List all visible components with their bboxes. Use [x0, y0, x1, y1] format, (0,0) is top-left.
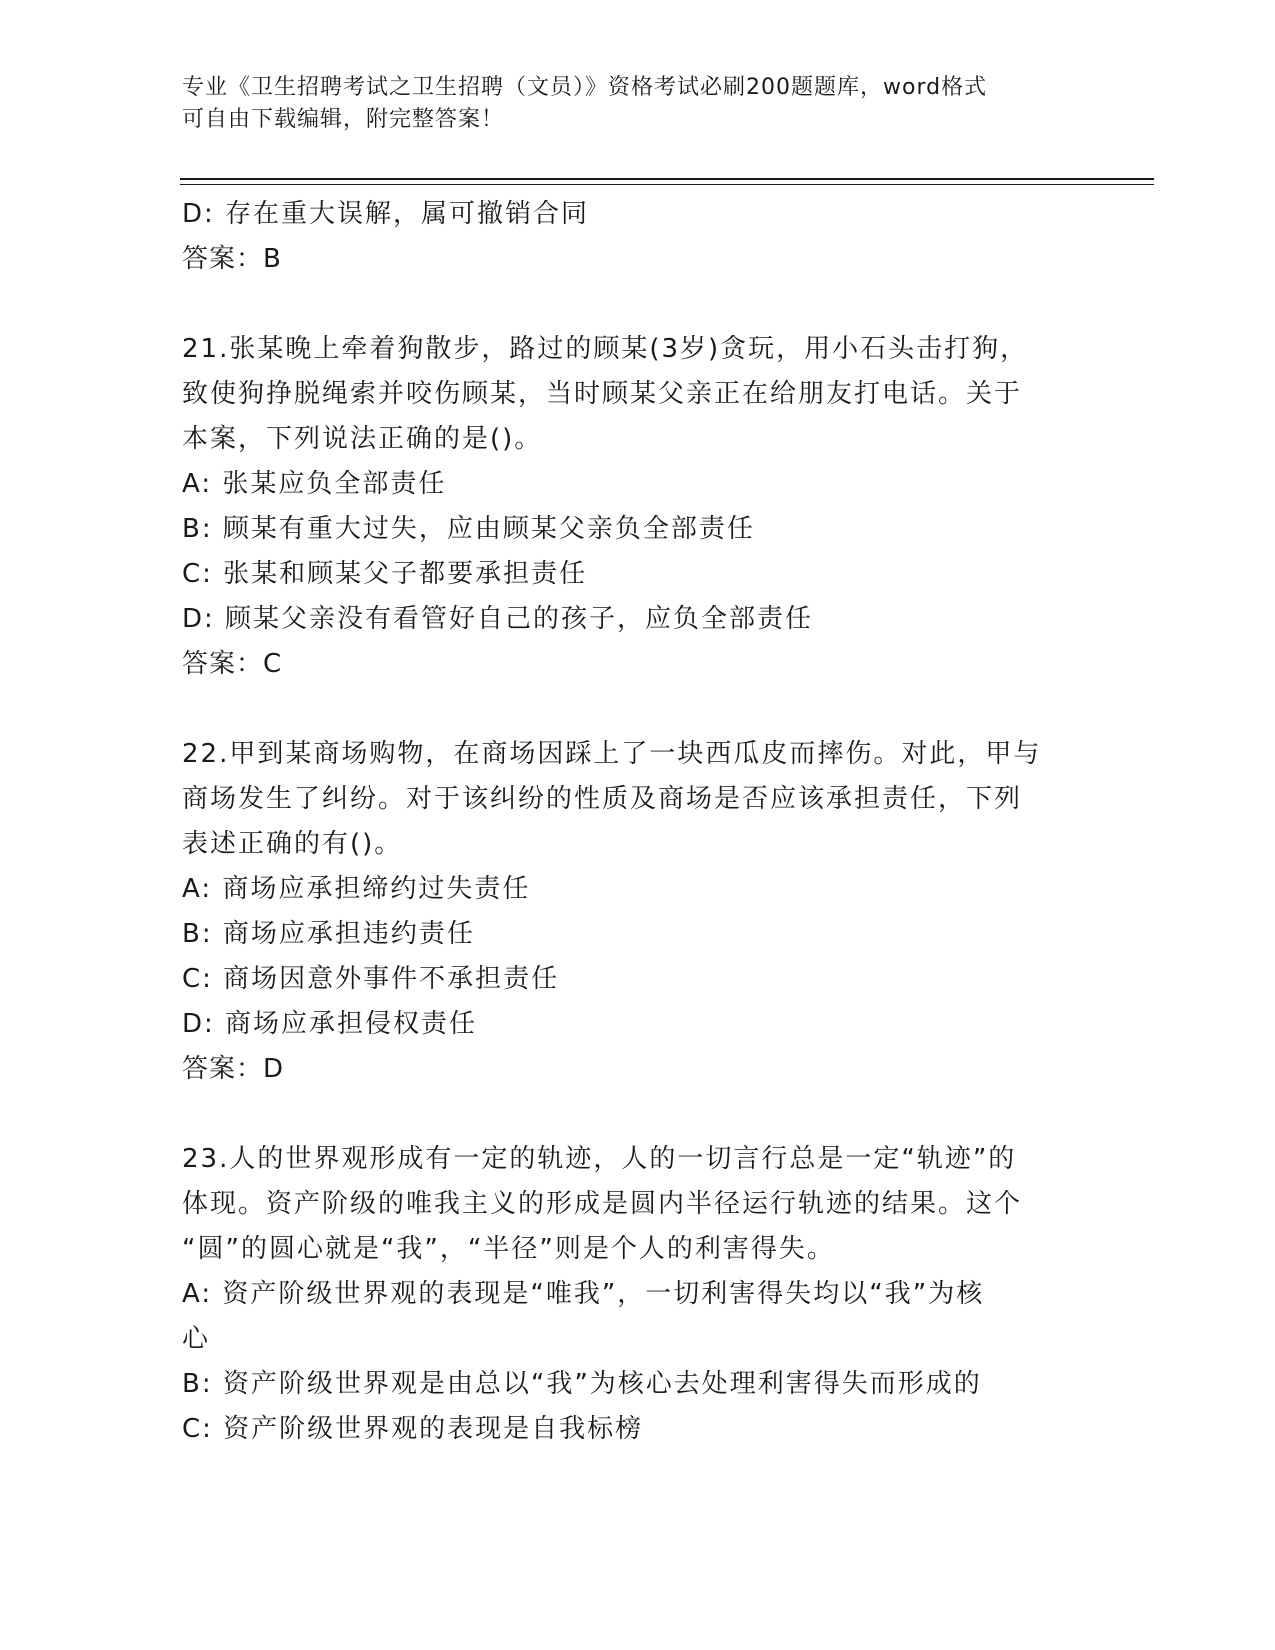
option-a: A: 资产阶级世界观的表现是“唯我”，一切利害得失均以“我”为核: [182, 1279, 985, 1309]
page-header: [182, 72, 1062, 136]
option-a: A: 张某应负全部责任: [182, 469, 447, 499]
question-stem-line: 表述正确的有()。: [182, 829, 403, 859]
spacer: [182, 687, 1082, 732]
question-23: [182, 1137, 1082, 1452]
document-body: [182, 192, 1082, 1452]
header-title-line-2: 可自由下载编辑，附完整答案！: [182, 107, 505, 132]
spacer: [182, 1092, 1082, 1137]
question-stem-line: 22.甲到某商场购物，在商场因踩上了一块西瓜皮而摔伤。对此，甲与: [182, 739, 1042, 769]
question-stem-line: 23.人的世界观形成有一定的轨迹，人的一切言行总是一定“轨迹”的: [182, 1144, 1017, 1174]
header-divider-thick: [180, 178, 1154, 180]
question-stem-line: “圆”的圆心就是“我”，“半径”则是个人的利害得失。: [182, 1234, 835, 1264]
option-b: B: 顾某有重大过失，应由顾某父亲负全部责任: [182, 514, 755, 544]
option-d: D: 顾某父亲没有看管好自己的孩子，应负全部责任: [182, 604, 814, 634]
question-stem-line: 体现。资产阶级的唯我主义的形成是圆内半径运行轨迹的结果。这个: [182, 1189, 1023, 1219]
spacer: [182, 282, 1082, 327]
question-stem-line: 致使狗挣脱绳索并咬伤顾某，当时顾某父亲正在给朋友打电话。关于: [182, 379, 1023, 409]
option-a-continuation: 心: [182, 1324, 211, 1354]
question-22: [182, 732, 1082, 1092]
option-d: D: 存在重大误解，属可撤销合同: [182, 199, 590, 229]
answer-line: 答案：C: [182, 649, 283, 679]
option-c: C: 资产阶级世界观的表现是自我标榜: [182, 1414, 644, 1444]
header-title-line-1: 专业《卫生招聘考试之卫生招聘（文员）》资格考试必刷200题题库，word格式: [182, 75, 988, 100]
option-c: C: 张某和顾某父子都要承担责任: [182, 559, 588, 589]
question-21: [182, 327, 1082, 687]
question-stem-line: 商场发生了纠纷。对于该纠纷的性质及商场是否应该承担责任，下列: [182, 784, 1023, 814]
option-b: B: 资产阶级世界观是由总以“我”为核心去处理利害得失而形成的: [182, 1369, 982, 1399]
option-b: B: 商场应承担违约责任: [182, 919, 475, 949]
option-c: C: 商场因意外事件不承担责任: [182, 964, 560, 994]
option-a: A: 商场应承担缔约过失责任: [182, 874, 531, 904]
answer-line: 答案：B: [182, 244, 282, 274]
option-d: D: 商场应承担侵权责任: [182, 1009, 478, 1039]
previous-question-tail: [182, 192, 1082, 282]
header-divider-thin: [180, 184, 1154, 185]
question-stem-line: 本案，下列说法正确的是()。: [182, 424, 543, 454]
question-stem-line: 21.张某晚上牵着狗散步，路过的顾某(3岁)贪玩，用小石头击打狗，: [182, 334, 1029, 364]
answer-line: 答案：D: [182, 1054, 285, 1084]
